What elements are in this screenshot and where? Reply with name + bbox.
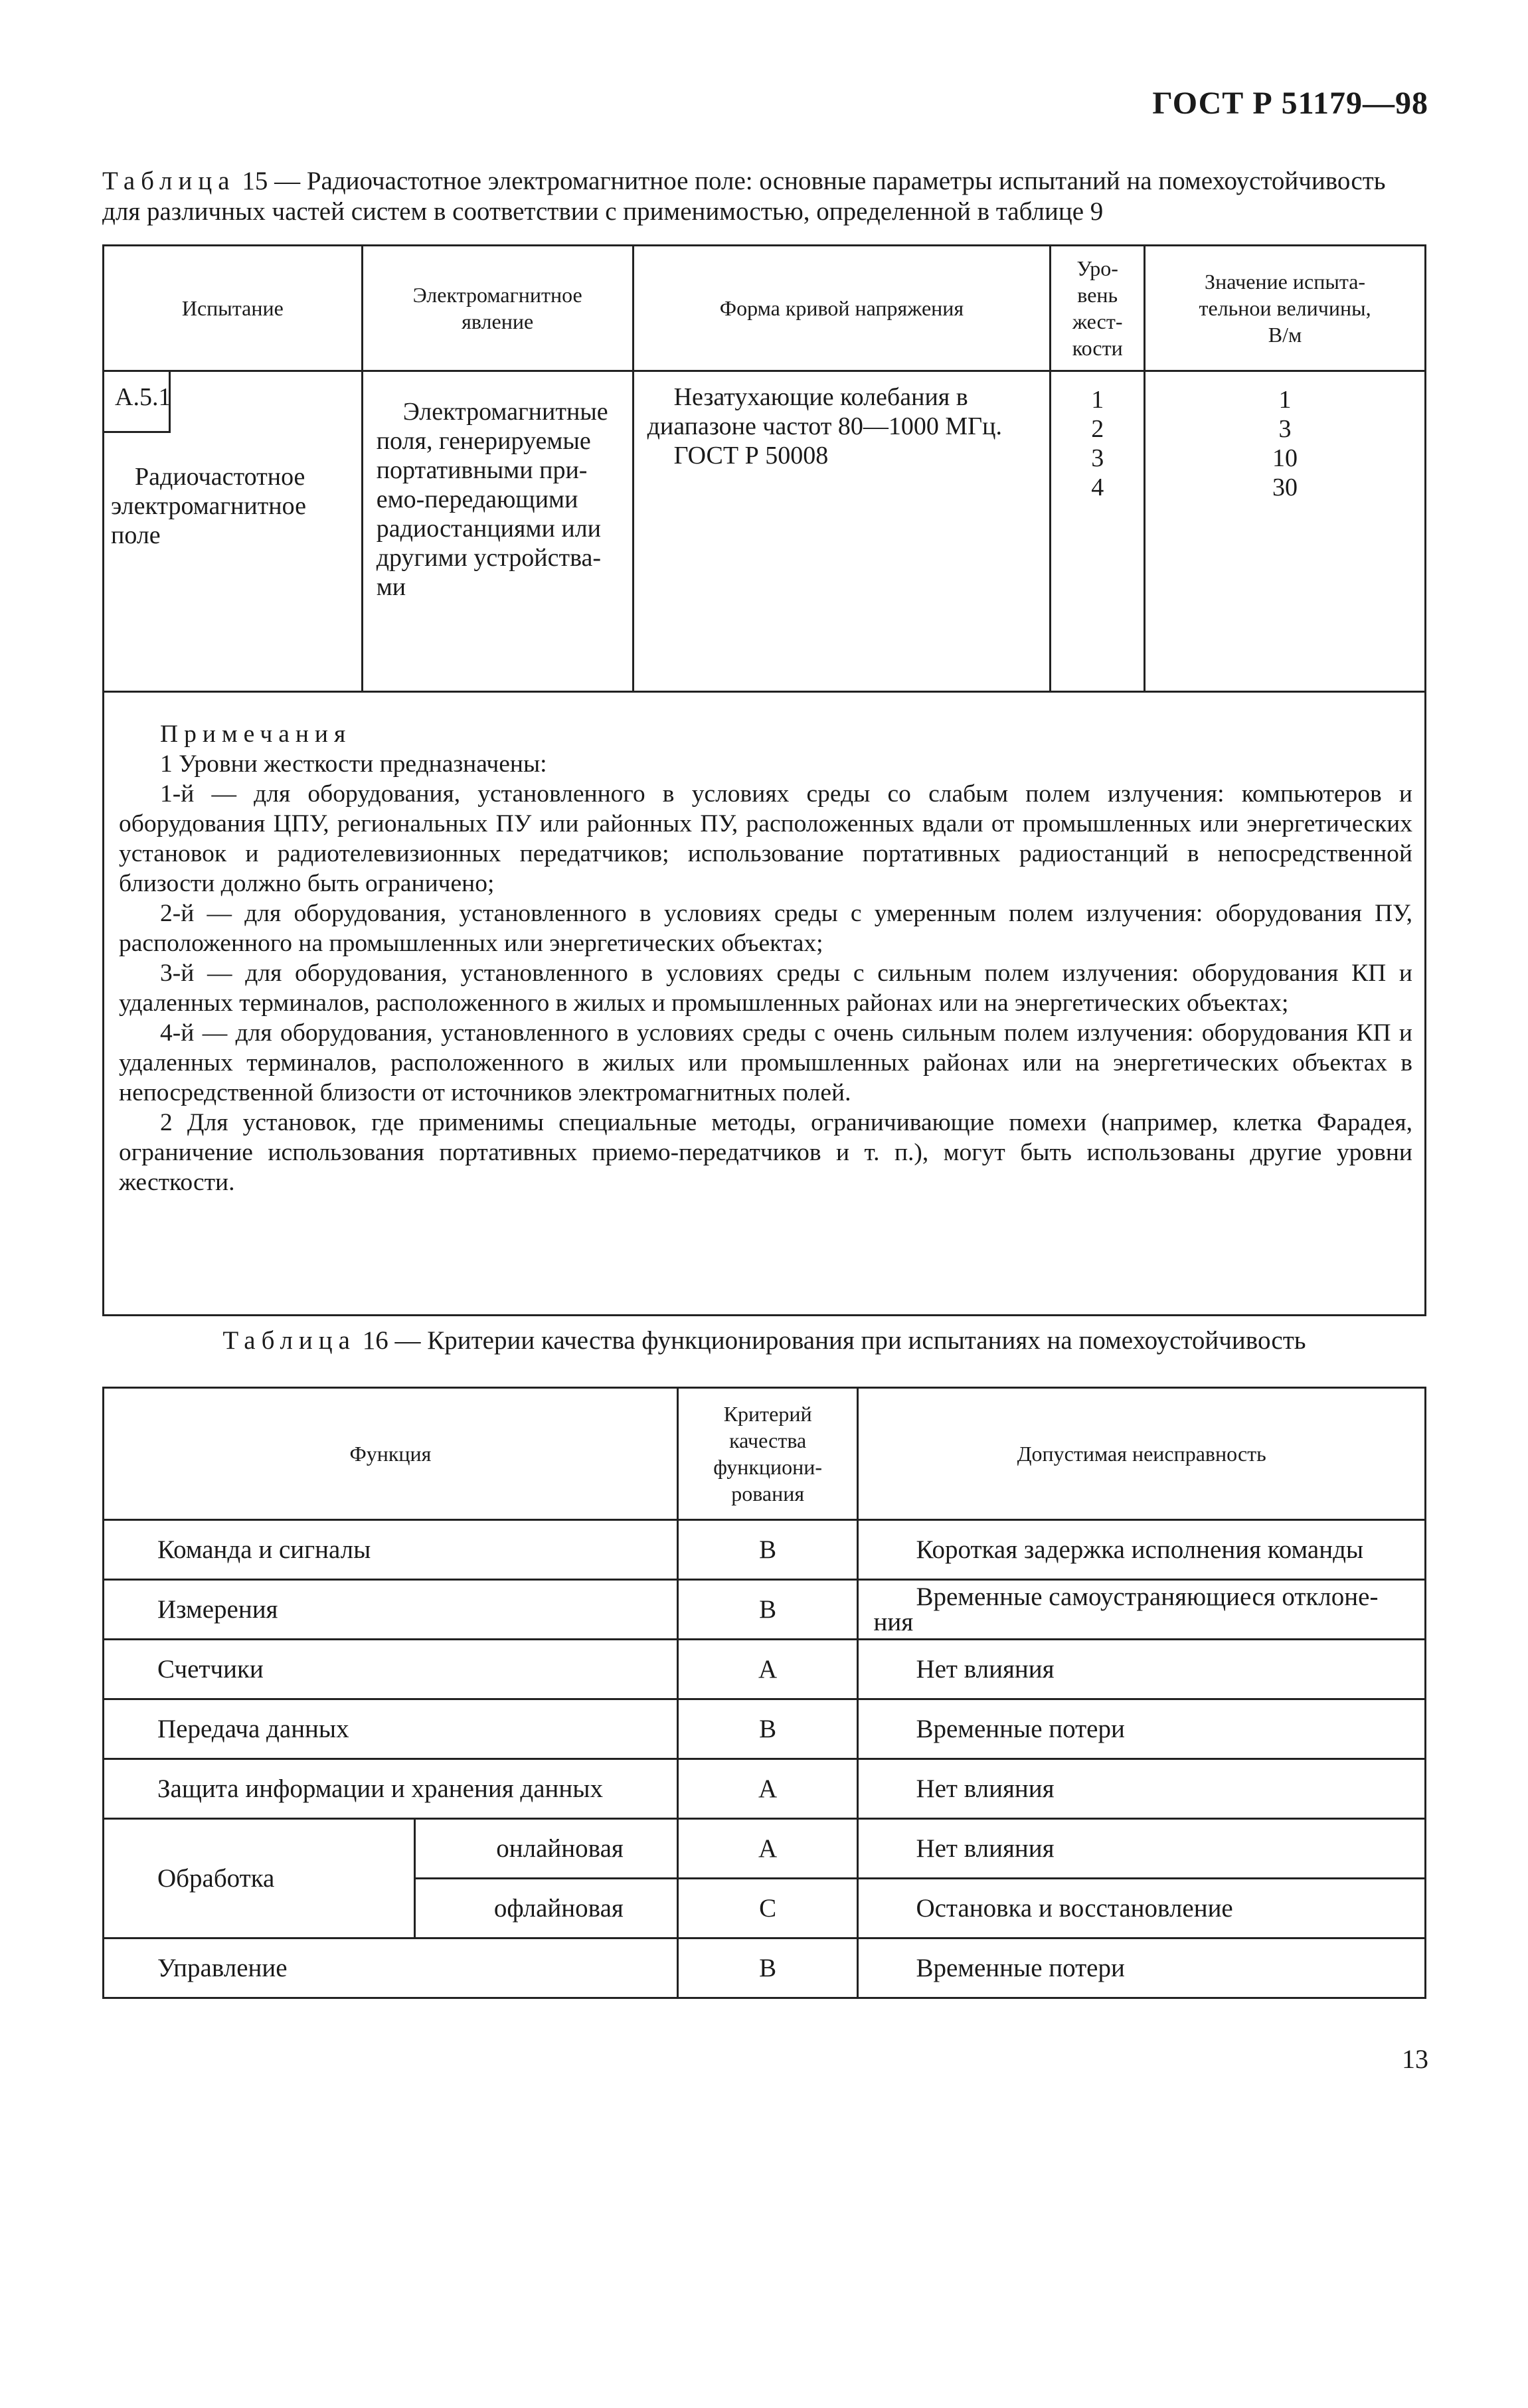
table16-caption (102, 1326, 1426, 1356)
test-name-line3: поле (111, 521, 161, 549)
phenomenon-line3: портативными при- (376, 456, 588, 484)
table15-levels-cell (1051, 371, 1145, 692)
function-cell: Передача данных (104, 1699, 678, 1759)
table15-notes (104, 692, 1426, 1316)
table15-caption-word: Таблица (102, 167, 236, 195)
fault-cell: Нет влияния (858, 1640, 1426, 1699)
table15 (102, 244, 1426, 1316)
table16 (102, 1387, 1426, 1999)
test-name-line1: Радиочастотное (135, 463, 305, 491)
document-id: ГОСТ Р 51179—98 (1152, 86, 1428, 121)
table16-header-function (104, 1388, 678, 1520)
table16-header-fault (858, 1388, 1426, 1520)
header-value-line3: В/м (1268, 323, 1302, 347)
header-fault-text: Допустимая неисправность (1017, 1442, 1266, 1466)
table15-waveform-cell (633, 371, 1051, 692)
table15-data-row (104, 371, 1426, 692)
fault-cell: Временные потери (858, 1938, 1426, 1998)
level-3: 3 (1091, 444, 1104, 472)
function-cell: Обработка (104, 1819, 415, 1938)
phenomenon-line4: емо-передающими (376, 485, 578, 513)
note-2: 2 Для установок, где применимы специальные методы, ограничивающие помехи (например, клетка Фарадея, ограничение использования портативных приемо-передатчиков и т. п.), могут быть использованы другие уровни жесткости. (119, 1109, 1412, 1196)
function-cell: Управление (104, 1938, 678, 1998)
criterion-cell: В (677, 1699, 858, 1759)
phenomenon-line2: поля, генерируемые (376, 427, 591, 455)
subfunction-cell: онлайновая (415, 1819, 678, 1879)
table15-header-value (1145, 246, 1426, 371)
function-cell: Счетчики (104, 1640, 678, 1699)
notes-title: Примечания (160, 721, 352, 748)
criterion-cell: А (677, 1759, 858, 1819)
fault-cell (858, 1580, 1426, 1640)
table15-header-row (104, 246, 1426, 371)
header-waveform-text: Форма кривой напряжения (719, 296, 964, 320)
header-level-line4: кости (1072, 336, 1123, 360)
table15-values-cell (1145, 371, 1426, 692)
header-level-line2: вень (1077, 283, 1118, 307)
table15-caption (102, 166, 1426, 227)
level-1: 1 (1091, 386, 1104, 414)
header-value-line2: тельнои величины, (1199, 296, 1371, 320)
fault-cell: Нет влияния (858, 1759, 1426, 1819)
header-criterion-line2: качества (729, 1428, 807, 1452)
table15-caption-text: 15 — Радиочастотное электромагнитное поле: основные параметры испытаний на помехоустойчивость для различных частей систем в соответствии с применимостью, определенной в таблице 9 (102, 167, 1386, 226)
header-value-line1: Значение испыта- (1205, 270, 1366, 294)
phenomenon-line6: другими устройства- (376, 544, 602, 572)
criterion-cell: С (677, 1879, 858, 1938)
table16-header-criterion (677, 1388, 858, 1520)
table-row (104, 1819, 1426, 1879)
function-cell: Защита информации и хранения данных (104, 1759, 678, 1819)
table15-header-level (1051, 246, 1145, 371)
table16-caption-text: 16 — Критерии качества функционирования при испытаниях на помехоустойчивость (355, 1326, 1306, 1355)
test-code: А.5.1 (104, 372, 171, 433)
phenomenon-line1: Электромагнитные (402, 398, 608, 426)
table15-test-cell (104, 371, 363, 692)
header-criterion-line1: Критерий (723, 1402, 812, 1426)
header-phenomenon-line2: явление (462, 309, 534, 333)
fault-line2: ния (873, 1607, 914, 1636)
table-row (104, 1580, 1426, 1640)
level-4: 4 (1091, 473, 1104, 501)
subfunction-cell: офлайновая (415, 1879, 678, 1938)
table15-phenomenon-cell (362, 371, 633, 692)
phenomenon-line5: радиостанциями или (376, 515, 601, 543)
criterion-cell: В (677, 1938, 858, 1998)
table15-header-phenomenon (362, 246, 633, 371)
fault-cell: Остановка и восстановление (858, 1879, 1426, 1938)
value-2: 3 (1278, 415, 1292, 443)
page-number: 13 (1402, 2044, 1428, 2074)
table16-caption-word: Таблица (222, 1326, 356, 1355)
header-test-text: Испытание (181, 296, 284, 320)
value-1: 1 (1278, 386, 1292, 414)
waveform-line2: диапазоне частот 80—1000 МГц. (647, 412, 1002, 440)
test-name-line2: электромагнитное (111, 492, 306, 520)
criterion-cell: А (677, 1819, 858, 1879)
note-1-level1: 1-й — для оборудования, установленного в условиях среды со слабым полем излучения: компьютеров и оборудования ЦПУ, региональных ПУ или районных ПУ, расположенных вдали от промышленных или энергетических установок и радиотелевизионных передатчиков; использование портативных радиостанций в непосредственной близости должно быть ограничено; (119, 780, 1412, 897)
note-1-level3: 3-й — для оборудования, установленного в условиях среды с сильным полем излучения: оборудования КП и удаленных терминалов, расположенного в жилых и промышленных районах или на энергетических объектах; (119, 960, 1412, 1017)
fault-cell: Короткая задержка исполнения команды (858, 1520, 1426, 1580)
note-1-level4: 4-й — для оборудования, установленного в условиях среды с очень сильным полем излучения: оборудования КП и удаленных терминалов, расположенного в жилых или промышленных районах или на энергетических объектах в непосредственной близости от источников электромагнитных полей. (119, 1019, 1412, 1106)
level-2: 2 (1091, 415, 1104, 443)
function-cell: Команда и сигналы (104, 1520, 678, 1580)
waveform-line1: Незатухающие колебания в (673, 383, 968, 411)
value-4: 30 (1272, 473, 1298, 501)
fault-cell: Нет влияния (858, 1819, 1426, 1879)
fault-line1: Временные самоустраняющиеся отклоне- (916, 1582, 1379, 1611)
criterion-cell: А (677, 1640, 858, 1699)
table15-notes-row (104, 692, 1426, 1316)
header-level-line3: жест- (1072, 309, 1123, 333)
header-criterion-line4: рования (731, 1482, 805, 1505)
phenomenon-line7: ми (376, 573, 406, 601)
table-row (104, 1640, 1426, 1699)
criterion-cell: В (677, 1580, 858, 1640)
table-row (104, 1759, 1426, 1819)
table15-header-waveform (633, 246, 1051, 371)
note-1-intro: 1 Уровни жесткости предназначены: (160, 750, 547, 778)
header-phenomenon-line1: Электромагнитное (412, 283, 582, 307)
table-row (104, 1938, 1426, 1998)
waveform-line3: ГОСТ Р 50008 (673, 442, 829, 470)
header-criterion-line3: функциони- (713, 1455, 823, 1479)
header-level-line1: Уро- (1076, 256, 1118, 280)
note-1-level2: 2-й — для оборудования, установленного в условиях среды с умеренным полем излучения: оборудования ПУ, расположенного на промышленных или энергетических объектах; (119, 900, 1412, 957)
table15-header-test (104, 246, 363, 371)
function-cell: Измерения (104, 1580, 678, 1640)
table-row (104, 1699, 1426, 1759)
table-row (104, 1520, 1426, 1580)
header-function-text: Функция (349, 1442, 432, 1466)
value-3: 10 (1272, 444, 1298, 472)
table16-header-row (104, 1388, 1426, 1520)
criterion-cell: В (677, 1520, 858, 1580)
fault-cell: Временные потери (858, 1699, 1426, 1759)
